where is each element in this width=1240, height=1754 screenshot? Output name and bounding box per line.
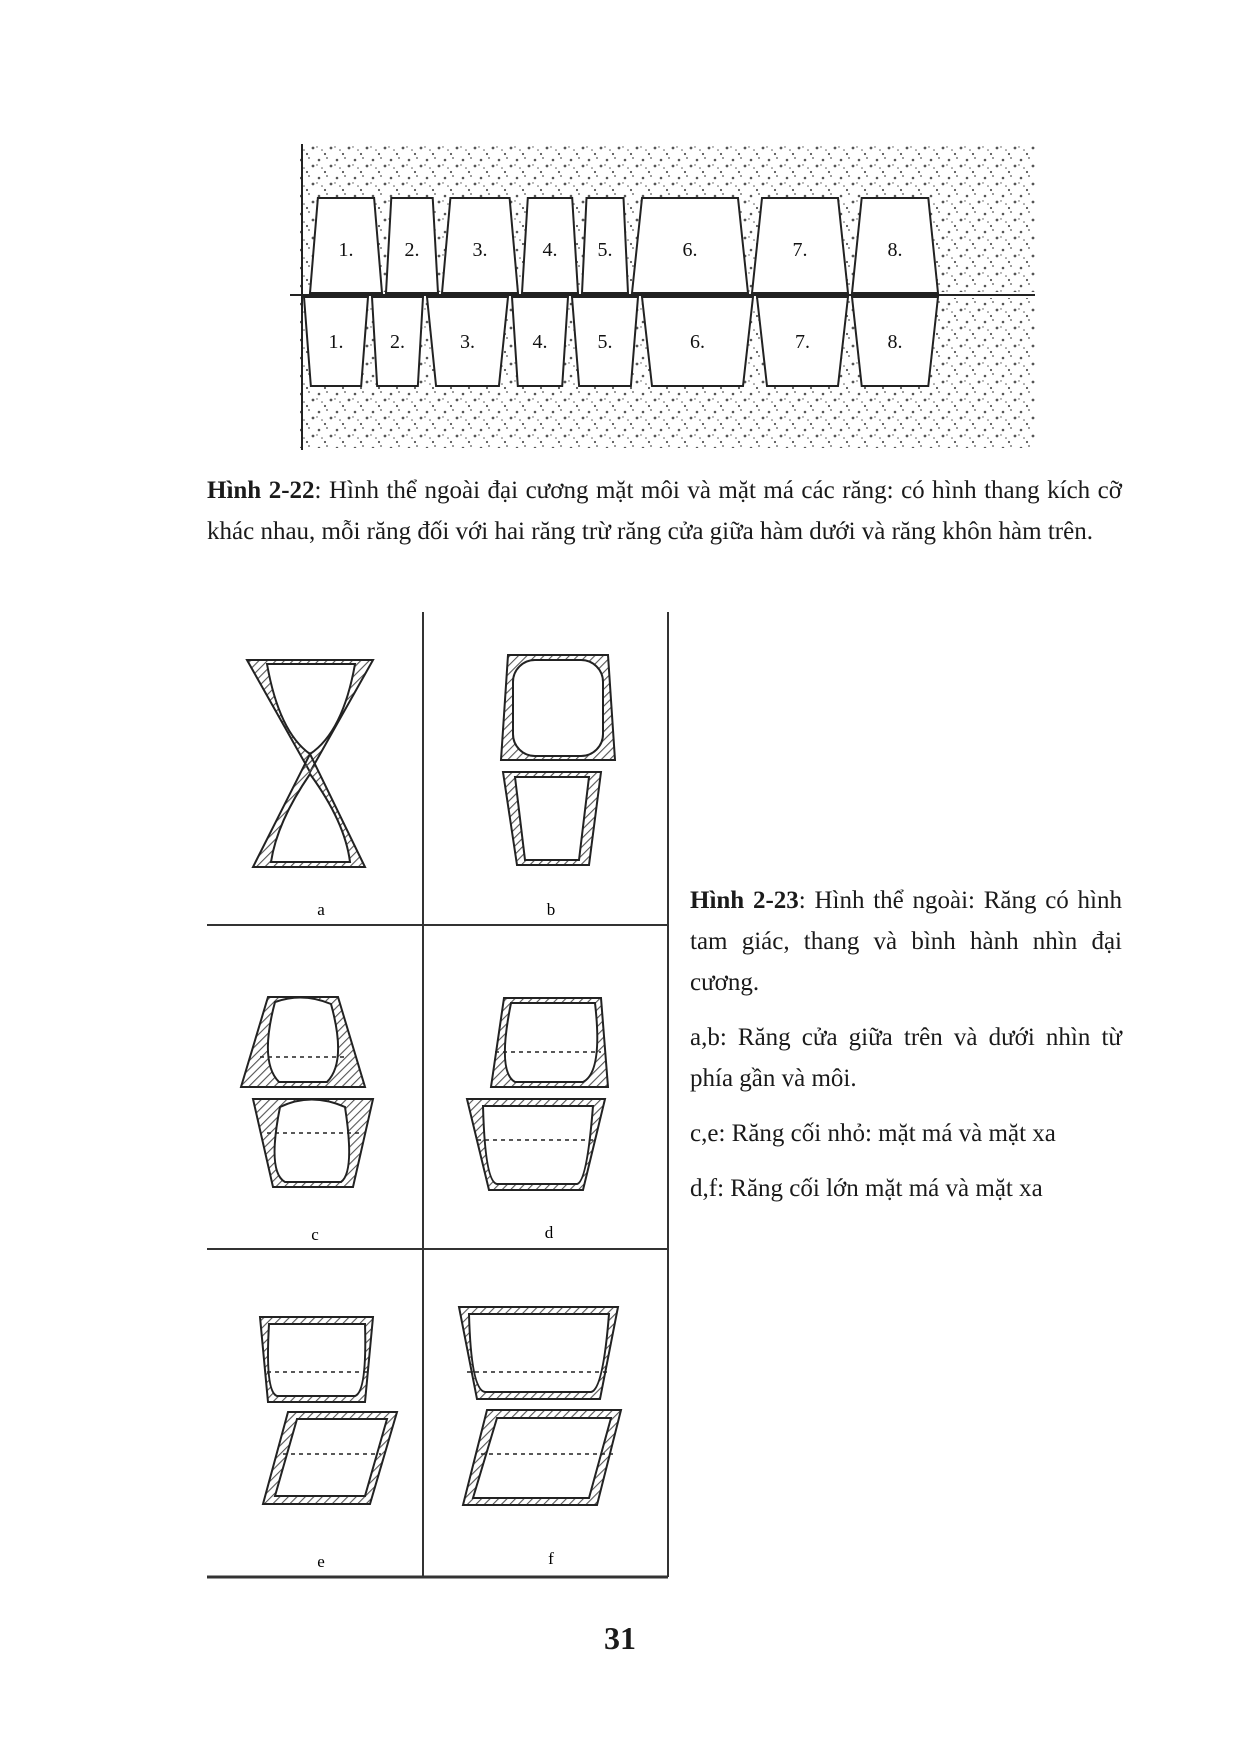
upper-tooth-label-3: 3. [472, 239, 488, 261]
lower-tooth-label-6: 6. [690, 331, 705, 353]
panel-a-drawing [247, 660, 373, 867]
figure-2-22-label: Hình 2-22 [207, 477, 315, 504]
panel-label-c: c [311, 1225, 319, 1244]
upper-tooth-label-4: 4. [542, 239, 558, 261]
note-ce: c,e: Răng cối nhỏ: mặt má và mặt xa [690, 1120, 1056, 1147]
figure-2-23-caption [690, 880, 1122, 1223]
upper-tooth-label-7: 7. [792, 239, 808, 261]
panel-label-f: f [548, 1549, 554, 1568]
panel-label-d: d [544, 1223, 554, 1242]
upper-tooth-label-5: 5. [597, 239, 613, 261]
upper-tooth-label-2: 2. [404, 239, 420, 261]
lower-tooth-label-4: 4. [532, 331, 548, 353]
figure-2-22-teeth-rows [280, 138, 1040, 456]
note-df: d,f: Răng cối lớn mặt má và mặt xa [690, 1175, 1043, 1202]
lower-tooth-label-3: 3. [460, 331, 475, 353]
figure-2-22-caption-text: : Hình thể ngoài đại cương mặt môi và mặt má các răng: có hình thang kích cỡ khác nhau, mỗi răng đối với hai răng trừ răng cửa giữa hàm dưới và răng khôn hàm trên. [207, 477, 1122, 545]
panel-label-b: b [546, 900, 556, 919]
panel-label-e: e [317, 1552, 325, 1571]
figure-2-23-caption-text: : Hình thể ngoài: Răng có hình tam giác, thang và bình hành nhìn đại cương. [690, 887, 1122, 996]
panel-label-a: a [317, 900, 325, 919]
upper-tooth-label-6: 6. [682, 239, 698, 261]
panel-c-drawing [241, 997, 373, 1187]
panel-d-drawing [467, 998, 608, 1190]
lower-tooth-label-2: 2. [390, 331, 405, 353]
panel-b-drawing [501, 655, 615, 865]
lower-tooth-label-7: 7. [795, 331, 810, 353]
note-ab: a,b: Răng cửa giữa trên và dưới nhìn từ phía gần và môi. [690, 1024, 1122, 1092]
lower-tooth-label-5: 5. [597, 331, 613, 353]
panel-f-drawing [459, 1307, 621, 1505]
lower-tooth-label-1: 1. [328, 331, 344, 353]
figure-2-23-label: Hình 2-23 [690, 887, 799, 914]
upper-tooth-label-1: 1. [338, 239, 354, 261]
figure-2-23-tooth-outlines [205, 612, 675, 1592]
upper-tooth-label-8: 8. [887, 239, 903, 261]
figure-2-23-caption-paragraph [690, 880, 1122, 1003]
lower-tooth-label-8: 8. [887, 331, 903, 353]
page-number: 31 [604, 1620, 636, 1656]
panel-e-drawing [260, 1317, 397, 1504]
figure-2-22-caption [207, 470, 1122, 552]
